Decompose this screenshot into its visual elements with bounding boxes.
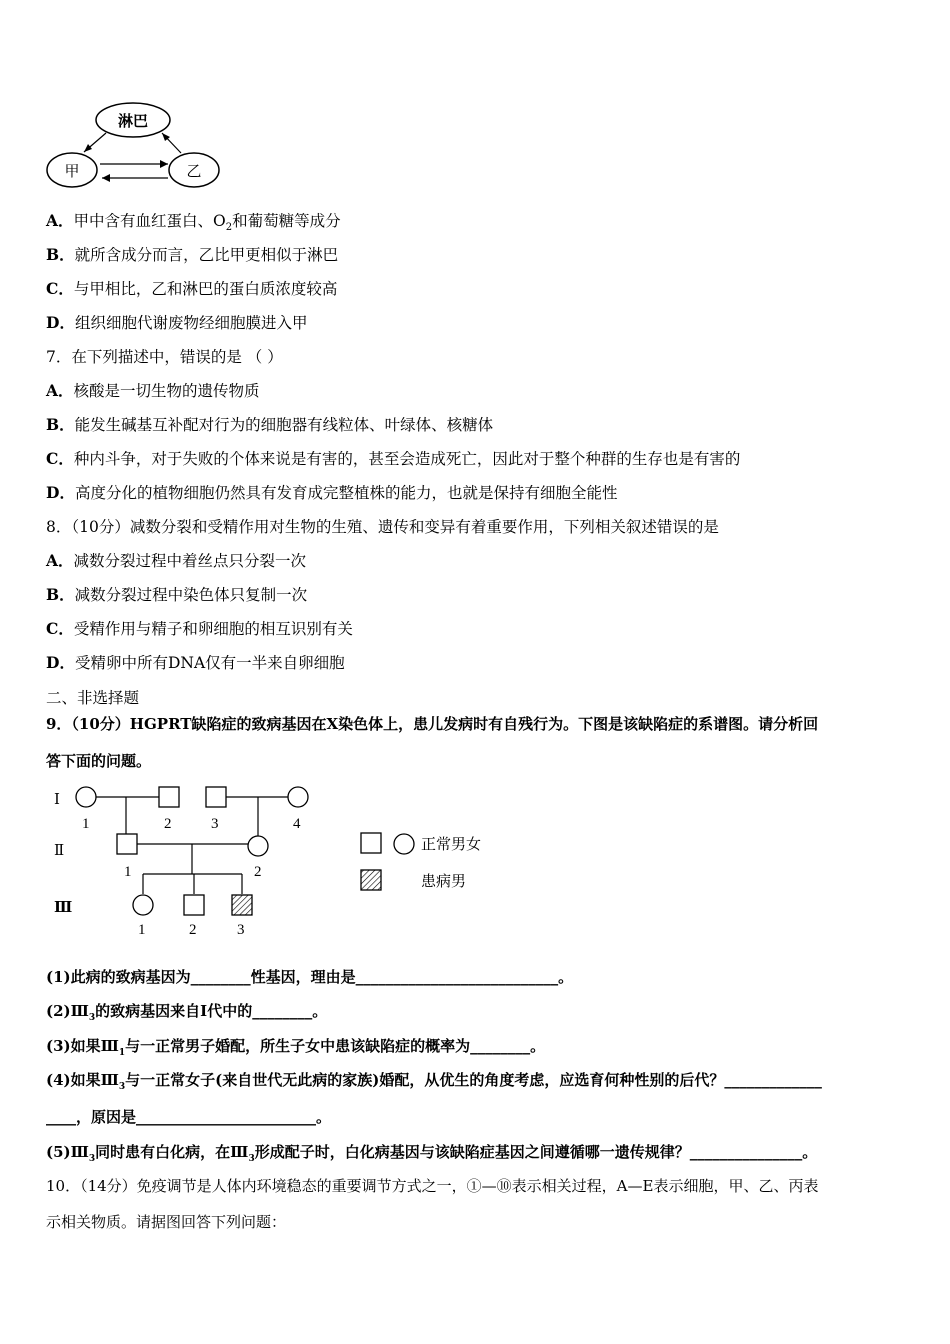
gen2-male-1: [117, 834, 137, 854]
text: 的致病基因来自Ⅰ代中的________。: [95, 1002, 328, 1020]
option-letter: D．: [46, 483, 75, 502]
option-text-cont: 和葡萄糖等成分: [232, 212, 341, 230]
option-letter: D．: [46, 313, 75, 332]
lymph-label: 淋巴: [117, 112, 149, 130]
q6-option-a: [46, 211, 341, 238]
option-letter: C．: [46, 619, 74, 638]
q9-sub2: [46, 1001, 327, 1028]
jia-label: 甲: [64, 162, 80, 180]
gen1-num-3: 3: [211, 816, 219, 832]
q9-sub4: [46, 1070, 822, 1097]
option-text: 高度分化的植物细胞仍然具有发育成完整植株的能力，也就是保持有细胞全能性: [74, 484, 618, 502]
q8-option-c: [46, 619, 353, 639]
q7-stem: 7．在下列描述中，错误的是 （ ）: [46, 348, 283, 366]
option-letter: A．: [46, 381, 74, 400]
q9-sub3: [46, 1036, 545, 1063]
section-heading: 二、非选择题: [46, 689, 140, 707]
q6-option-d: [46, 313, 307, 333]
legend-normal-male-icon: [361, 833, 381, 853]
q9-sub4-line2: ____，原因是________________________。: [46, 1108, 332, 1126]
option-letter: A．: [46, 211, 74, 230]
subscript: 3: [88, 1013, 96, 1023]
option-text: 甲中含有血红蛋白、O: [73, 212, 226, 230]
option-text: 就所含成分而言，乙比甲更相似于淋巴: [74, 246, 339, 264]
q7-option-c: [46, 449, 740, 469]
gen3-label: Ⅲ: [54, 900, 73, 916]
body-fluid-diagram: [44, 100, 229, 192]
option-letter: D．: [46, 653, 75, 672]
gen1-num-1: 1: [82, 816, 90, 832]
option-text: 能发生碱基互补配对行为的细胞器有线粒体、叶绿体、核糖体: [74, 416, 494, 434]
q10-line2: 示相关物质。请据图回答下列问题：: [46, 1213, 287, 1231]
q8-option-a: [46, 551, 306, 571]
text: (3)如果Ⅲ: [46, 1037, 119, 1055]
gen3-num-2: 2: [189, 922, 197, 938]
q8-option-b: [46, 585, 307, 605]
option-text: 与甲相比，乙和淋巴的蛋白质浓度较高: [73, 280, 338, 298]
subscript: 2: [225, 222, 233, 234]
option-text: 减数分裂过程中着丝点只分裂一次: [73, 552, 307, 570]
text: (2)Ⅲ: [46, 1002, 89, 1020]
option-letter: B．: [46, 585, 75, 604]
q7-option-b: [46, 415, 493, 435]
legend-affected-label: 患病男: [421, 872, 467, 890]
gen3-num-1: 1: [138, 922, 146, 938]
q9-stem-line2: 答下面的问题。: [46, 752, 152, 770]
gen3-affected-male-3: [232, 895, 252, 915]
q10-line1: 10．（14分）免疫调节是人体内环境稳态的重要调节方式之一，①—⑩表示相关过程，A—E表示细胞，甲、乙、丙表: [46, 1177, 819, 1195]
pedigree-chart: [44, 782, 514, 942]
option-letter: B．: [46, 245, 75, 264]
gen1-male-3: [206, 787, 226, 807]
legend-affected-icon: [361, 870, 381, 890]
option-text: 受精作用与精子和卵细胞的相互识别有关: [73, 620, 353, 638]
q6-option-c: [46, 279, 337, 299]
text: 与一正常男子婚配，所生子女中患该缺陷症的概率为________。: [125, 1037, 546, 1055]
q8-option-d: [46, 653, 345, 673]
gen2-num-1: 1: [124, 864, 132, 880]
subscript: 3: [248, 1154, 255, 1164]
q7-option-d: [46, 483, 617, 503]
subscript: 3: [118, 1082, 126, 1092]
q9-sub5: [46, 1142, 817, 1169]
gen3-num-3: 3: [237, 922, 245, 938]
option-letter: A．: [46, 551, 74, 570]
text: 形成配子时，白化病基因与该缺陷症基因之间遵循哪一遗传规律？_______________。: [254, 1143, 818, 1161]
option-text: 减数分裂过程中染色体只复制一次: [74, 586, 308, 604]
subscript: 1: [118, 1048, 126, 1058]
subscript: 3: [88, 1154, 96, 1164]
gen3-male-2: [184, 895, 204, 915]
q9-stem-line1: 9．（10分）HGPRT缺陷症的致病基因在X染色体上，患儿发病时有自残行为。下图是该缺陷症的系谱图。请分析回: [46, 715, 819, 733]
text: (4)如果Ⅲ: [46, 1071, 119, 1089]
gen2-label: Ⅱ: [54, 843, 65, 859]
q7-option-a: [46, 381, 260, 401]
option-text: 核酸是一切生物的遗传物质: [73, 382, 260, 400]
q6-option-b: [46, 245, 338, 265]
gen1-female-1: [76, 787, 96, 807]
q8-stem: 8．（10分）减数分裂和受精作用对生物的生殖、遗传和变异有着重要作用，下列相关叙述错误的是: [46, 518, 719, 536]
option-text: 组织细胞代谢废物经细胞膜进入甲: [74, 314, 308, 332]
gen2-num-2: 2: [254, 864, 262, 880]
gen3-female-1: [133, 895, 153, 915]
option-letter: B．: [46, 415, 75, 434]
gen1-num-4: 4: [293, 816, 301, 832]
gen1-male-2: [159, 787, 179, 807]
gen2-female-2: [248, 836, 268, 856]
text: 同时患有白化病，在Ⅲ: [95, 1143, 249, 1161]
text: 与一正常女子(来自世代无此病的家族)婚配，从优生的角度考虑，应选育何种性别的后代？_____________: [125, 1071, 822, 1089]
q9-sub1: (1)此病的致病基因为________性基因，理由是___________________________。: [46, 968, 574, 986]
gen1-label: Ⅰ: [54, 792, 60, 808]
option-text: 种内斗争，对于失败的个体来说是有害的，甚至会造成死亡，因此对于整个种群的生存也是有害的: [73, 450, 741, 468]
yi-label: 乙: [186, 162, 202, 180]
option-text: 受精卵中所有DNA仅有一半来自卵细胞: [74, 654, 345, 672]
text: (5)Ⅲ: [46, 1143, 89, 1161]
legend-normal-female-icon: [394, 834, 414, 854]
gen1-num-2: 2: [164, 816, 172, 832]
option-letter: C．: [46, 279, 74, 298]
gen1-female-4: [288, 787, 308, 807]
legend-normal-label: 正常男女: [421, 835, 482, 853]
option-letter: C．: [46, 449, 74, 468]
